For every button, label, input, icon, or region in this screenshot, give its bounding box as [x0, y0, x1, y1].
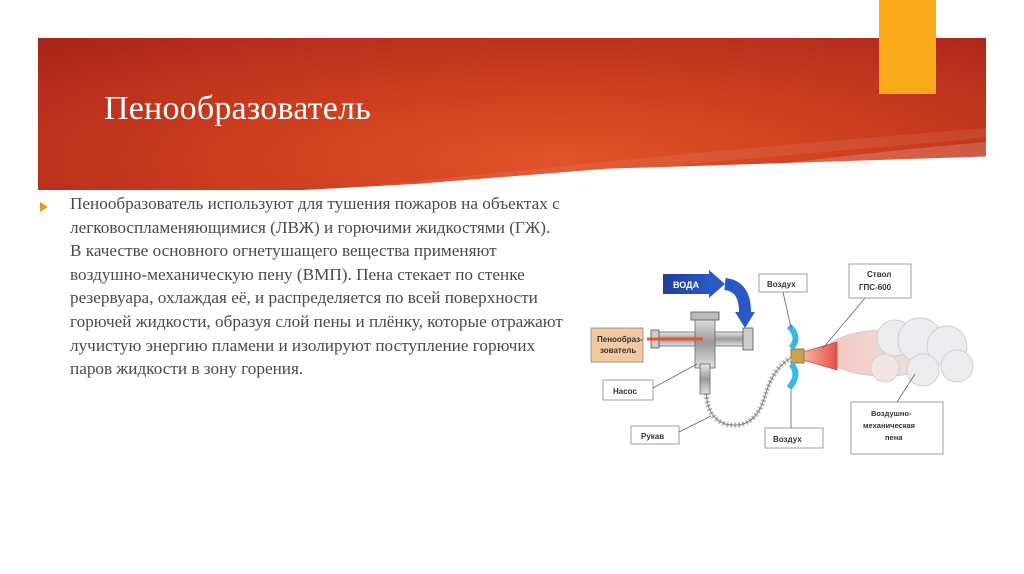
- nozzle-coupling: [791, 349, 804, 363]
- foam-label-3: пена: [885, 433, 903, 442]
- bullet-arrow-icon: [40, 202, 48, 212]
- foam-label-1: Воздушно-: [871, 409, 912, 418]
- nozzle-label-2: ГПС-600: [859, 283, 892, 292]
- foam-agent-box: [591, 328, 643, 362]
- bullet-text: Пенообразователь используют для тушения пожаров на объектах с легковоспламеняющимися (ЛВЖ) и горючими жидкостями (ГЖ). В качестве основного огнетушащего вещества применяют воздушно-механическую пену (ВМП). Пена стекает по стенке резервуара, охлаждая её, и распределяется по всей поверхности горючей жидкости, образуя слой пены и плёнку, которые отражают лучистую энергию пламени и изолируют поступление горючих паров жидкости в зону горения.: [70, 194, 563, 379]
- hose-label: Рукав: [641, 432, 665, 441]
- air-arrow-bottom: [789, 364, 796, 388]
- nozzle-cone: [803, 342, 837, 370]
- bullet-item: [40, 192, 565, 381]
- slide-title: Пенообразователь: [104, 90, 371, 127]
- water-arrow: [709, 270, 725, 298]
- foam-agent-label-2: зователь: [600, 346, 637, 355]
- foam-cloud: [825, 318, 973, 386]
- pump-mixer: [647, 312, 753, 394]
- water-label: ВОДА: [673, 280, 700, 290]
- air-arrow-top: [789, 326, 796, 348]
- pump-label: Насос: [613, 387, 637, 396]
- foam-system-diagram: [585, 256, 1005, 461]
- nozzle-label-1: Ствол: [867, 270, 892, 279]
- foam-label-2: механическая: [863, 421, 916, 430]
- accent-bar: [879, 0, 936, 94]
- air-bottom-label: Воздух: [773, 435, 802, 444]
- foam-agent-label-1: Пенообраз-: [597, 335, 643, 344]
- air-top-label: Воздух: [767, 280, 796, 289]
